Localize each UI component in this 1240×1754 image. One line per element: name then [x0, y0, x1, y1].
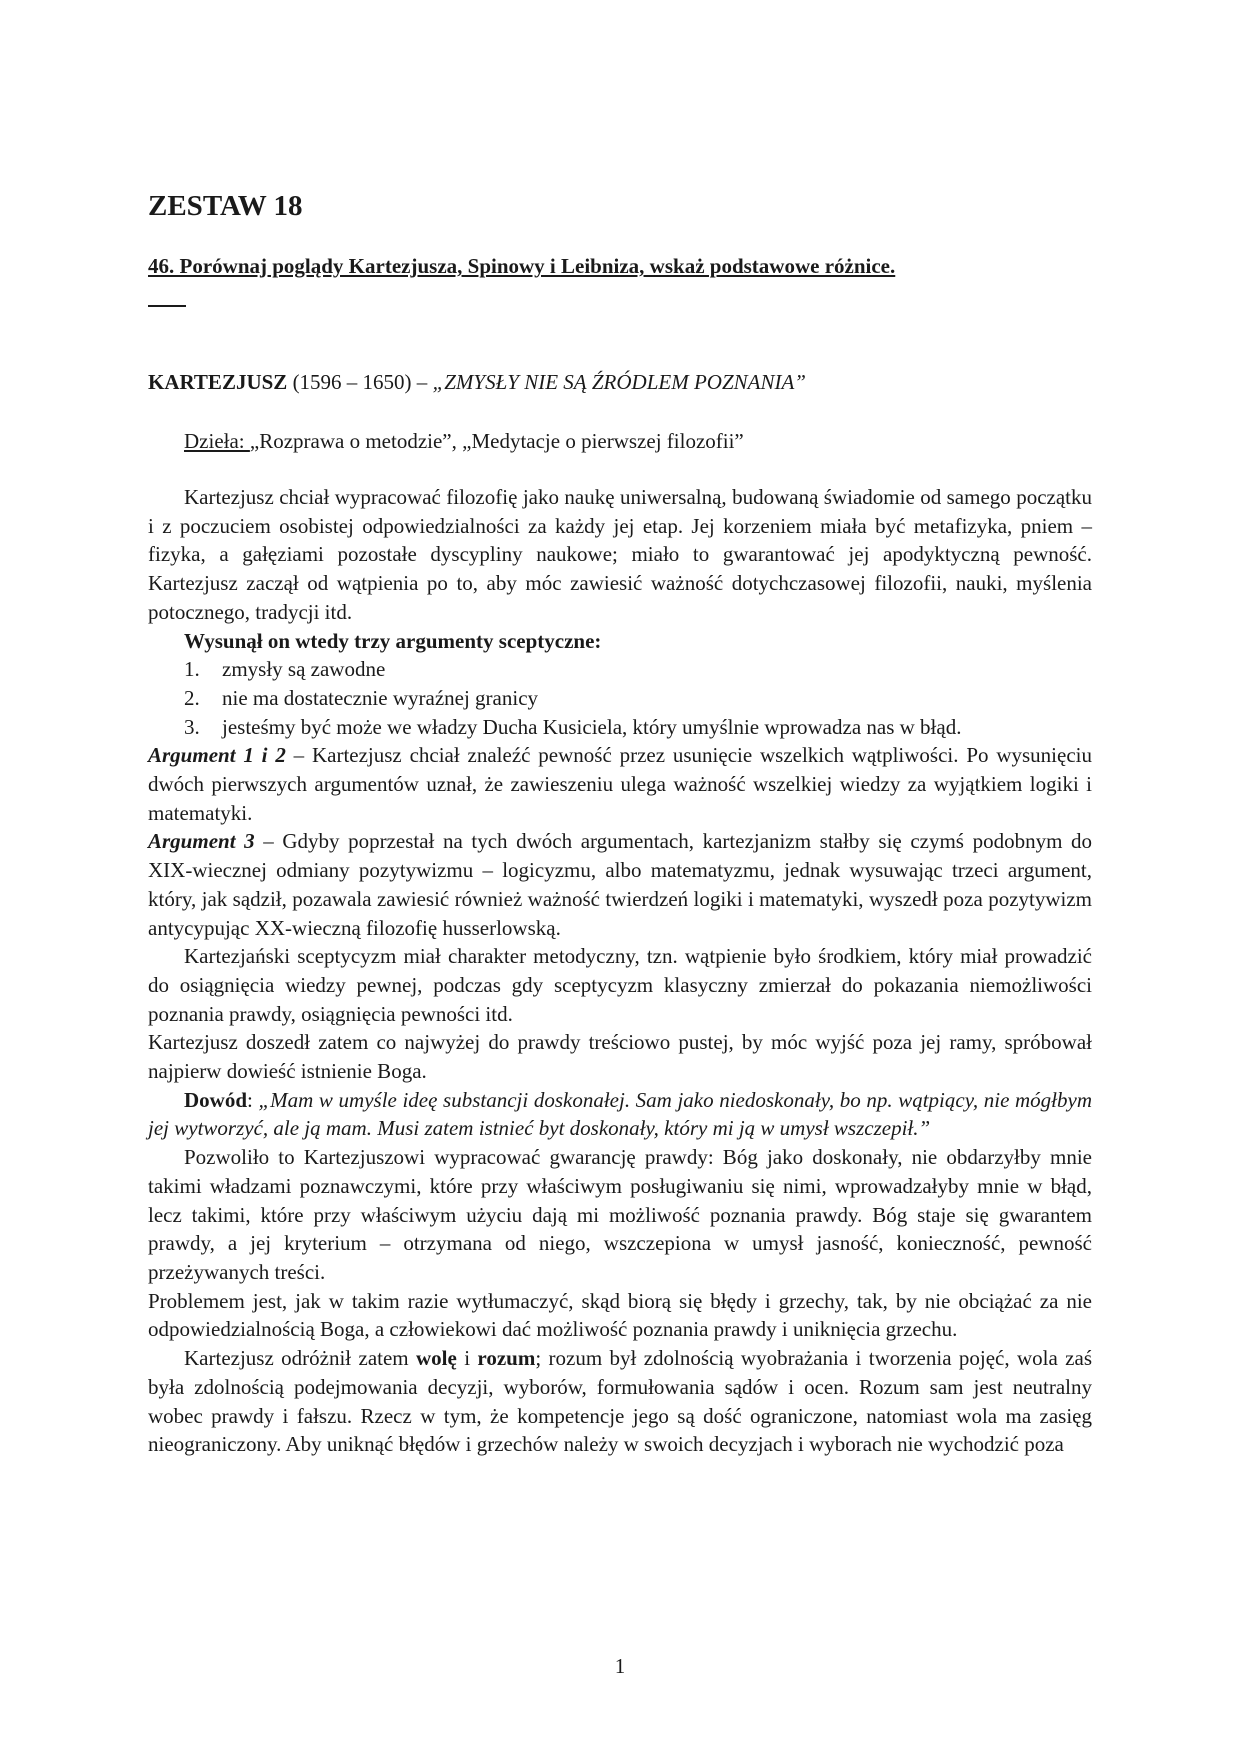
paragraph-truth-guarantee: Pozwoliło to Kartezjuszowi wypracować gwarancję prawdy: Bóg jako doskonały, nie obdarzyłby mnie takimi władzami poznawczymi, które przy właściwym posługiwaniu się nimi, wprowadzałyby mnie w błąd, lecz takimi, które przy właściwym użyciu dają mi możliwość poznania prawdy. Bóg staje się gwarantem prawdy, a jej kryterium – otrzymana od niego, wszczepiona w umysł jasność, konieczność, pewność przeżywanych treści. — [148, 1145, 1092, 1284]
list-item-number: 3. — [184, 714, 200, 739]
will-reason-text: ; rozum był zdolnością wyobrażania i tworzenia pojęć, wola zaś była zdolnością podejmowania decyzji, wyborów, formułowania sądów i ocen. Rozum sam jest neutralny wobec prawdy i fałszu. Rzecz w tym, że kompetencje jego są dość ograniczone, natomiast wola ma zasięg nieograniczony. Aby uniknąć błędów i grzechów należy w swoich decyzjach i wyborach nie wychodzić poza — [148, 1346, 1092, 1457]
will-reason-text: Kartezjusz odróżnił zatem — [184, 1346, 416, 1371]
argument-3-label: Argument 3 — [148, 829, 255, 854]
document-page — [148, 0, 1092, 1754]
list-item-text: nie ma dostatecznie wyraźnej granicy — [222, 685, 539, 710]
set-title: ZESTAW 18 — [148, 190, 303, 222]
separator-line — [148, 305, 186, 307]
philosopher-dates: (1596 – 1650) – — [287, 370, 433, 394]
will-reason-text: i — [456, 1346, 478, 1371]
will-term: wolę — [416, 1346, 457, 1371]
reason-term: rozum — [477, 1346, 536, 1371]
proof-colon: : — [247, 1087, 259, 1112]
question-heading: 46. Porównaj poglądy Kartezjusza, Spinowy i Leibniza, wskaż podstawowe różnice. — [148, 254, 896, 278]
paragraph-methodic-scepticism: Kartezjański sceptycyzm miał charakter metodyczny, tzn. wątpienie było środkiem, który miał prowadzić do osiągnięcia wiedzy pewnej, podczas gdy sceptycyzm klasyczny zmierzał do pokazania niemożliwości poznania prawdy, osiągnięcia pewności itd. — [148, 944, 1092, 1026]
philosopher-name: KARTEZJUSZ — [148, 370, 288, 394]
works-line — [184, 427, 744, 455]
list-item-text: zmysły są zawodne — [222, 657, 386, 682]
list-item-number: 2. — [184, 685, 200, 710]
philosopher-motto: „ZMYSŁY NIE SĄ ŹRÓDLEM POZNANIA” — [432, 370, 806, 394]
list-item — [148, 684, 1092, 713]
page-number: 1 — [614, 1654, 626, 1678]
list-item — [148, 713, 1092, 742]
paragraph-will-reason — [148, 1344, 1092, 1459]
arguments-list — [148, 655, 1092, 741]
proof-label: Dowód — [184, 1087, 248, 1112]
paragraph-argument-3 — [148, 827, 1092, 942]
paragraph-empty-truth: Kartezjusz doszedł zatem co najwyżej do prawdy treściowo pustej, by móc wyjść poza jej ramy, spróbował najpierw dowieść istnienie Boga. — [148, 1030, 1092, 1084]
list-item — [148, 655, 1092, 684]
list-item-number: 1. — [184, 657, 200, 682]
arguments-lead: Wysunął on wtedy trzy argumenty sceptyczne: — [184, 628, 602, 653]
paragraph-errors-problem: Problemem jest, jak w takim razie wytłumaczyć, skąd biorą się błędy i grzechy, tak, by nie obciążać za nie odpowiedzialnością Boga, a człowiekowi dać możliwość poznania prawdy i uniknięcia grzechu. — [148, 1288, 1092, 1342]
argument-1-2-label: Argument 1 i 2 — [148, 743, 286, 768]
section-heading — [148, 368, 806, 396]
paragraph-argument-1-2 — [148, 741, 1092, 827]
paragraph-proof — [148, 1086, 1092, 1143]
list-item-text: jesteśmy być może we władzy Ducha Kusiciela, który umyślnie wprowadza nas w błąd. — [222, 714, 962, 739]
works-label: Dzieła: — [184, 429, 250, 453]
body-text — [148, 483, 1092, 1459]
argument-1-2-text: – Kartezjusz chciał znaleźć pewność przez usunięcie wszelkich wątpliwości. Po wysunięciu dwóch pierwszych argumentów uznał, że zawieszeniu ulega ważność wszelkiej wiedzy za wyjątkiem logiki i matematyki. — [148, 743, 1092, 825]
works-titles: „Rozprawa o metodzie”, „Medytacje o pierwszej filozofii” — [249, 429, 744, 453]
argument-3-text: – Gdyby poprzestał na tych dwóch argumentach, kartezjanizm stałby się czymś podobnym do XIX-wiecznej odmiany pozytywizmu – logicyzmu, albo matematyzmu, jednak wysuwając trzeci argument, który, jak sądził, pozawala zawiesić również ważność twierdzeń logiki i matematyki, wyszedł poza pozytywizm antycypując XX-wieczną filozofię husserlowską. — [148, 829, 1092, 940]
proof-quote: „Mam w umyśle ideę substancji doskonałej. Sam jako niedoskonały, bo np. wątpiący, nie mógłbym jej wytworzyć, ale ją mam. Musi zatem istnieć byt doskonały, który mi ją w umysł wszczepił.” — [148, 1087, 1092, 1141]
paragraph-intro: Kartezjusz chciał wypracować filozofię jako naukę uniwersalną, budowaną świadomie od samego początku i z poczuciem osobistej odpowiedzialności za każdy jej etap. Jej korzeniem miała być metafizyka, pniem – fizyka, a gałęziami pozostałe dyscypliny naukowe; miało to gwarantować jej apodyktyczną pewność. Kartezjusz zaczął od wątpienia po to, aby móc zawiesić ważność dotychczasowej filozofii, nauki, myślenia potocznego, tradycji itd. — [148, 485, 1092, 624]
